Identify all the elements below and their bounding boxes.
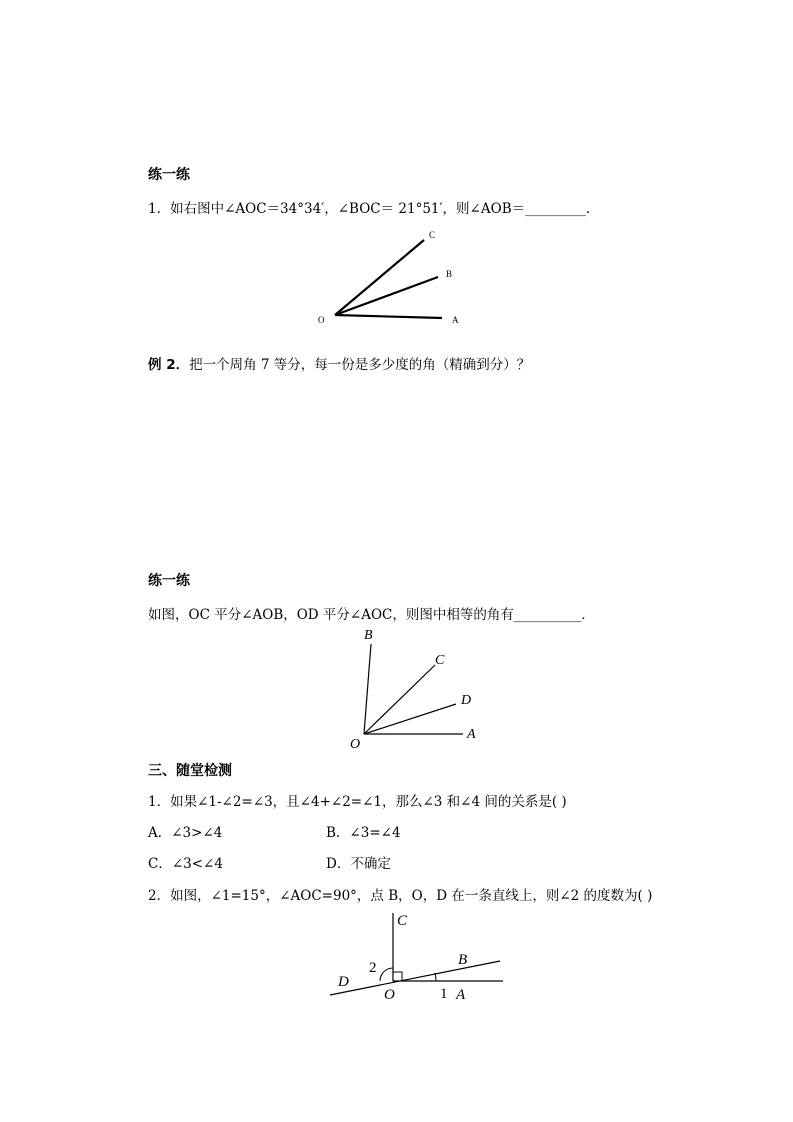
label-b: B <box>446 269 453 279</box>
right-angle-mark <box>393 972 402 981</box>
practice-2-end: ． <box>581 607 595 623</box>
option-c[interactable]: C．∠3<∠4 <box>148 856 223 872</box>
answer-blank[interactable]: __________ <box>513 607 582 623</box>
label-d: D <box>461 693 472 708</box>
label-c: C <box>429 230 436 240</box>
option-d[interactable]: D．不确定 <box>326 856 391 872</box>
quiz-question-2: 2．如图，∠1=15°，∠AOC=90°，点 B，O，D 在一条直线上，则∠2 的度数为( ) <box>148 888 653 904</box>
label-c: C <box>435 653 445 668</box>
question-1-end: ． <box>585 201 600 217</box>
section-heading-quiz: 三、随堂检测 <box>148 763 232 779</box>
label-o: O <box>350 737 361 752</box>
label-o: O <box>384 987 395 1003</box>
label-c: C <box>397 913 408 929</box>
option-b[interactable]: B．∠3=∠4 <box>326 825 401 841</box>
label-angle-1: 1 <box>440 986 448 1002</box>
line-db <box>330 961 500 995</box>
example-2-label: 例 2． <box>148 357 190 373</box>
practice-2-prompt: 如图，OC 平分∠AOB，OD 平分∠AOC，则图中相等的角有 <box>148 607 514 623</box>
option-a[interactable]: A．∠3>∠4 <box>148 825 223 841</box>
section-heading-practice-1: 练一练 <box>148 167 190 183</box>
label-d: D <box>338 974 349 990</box>
label-b: B <box>458 952 468 968</box>
section-heading-practice-2: 练一练 <box>148 573 190 589</box>
label-a: A <box>452 315 459 325</box>
answer-blank[interactable]: _________ <box>525 201 586 217</box>
label-a: A <box>467 727 476 742</box>
question-1-prompt: 1．如右图中∠AOC＝34°34′，∠BOC＝ 21°51′，则∠AOB＝ <box>148 201 526 217</box>
angle-2-arc <box>380 968 393 981</box>
example-2-text: 把一个周角 7 等分，每一份是多少度的角（精确到分）？ <box>189 357 531 373</box>
quiz-question-1: 1．如果∠1-∠2=∠3，且∠4+∠2=∠1，那么∠3 和∠4 间的关系是( ) <box>148 794 567 810</box>
label-o: O <box>318 315 325 325</box>
label-angle-2: 2 <box>369 960 377 976</box>
label-a: A <box>456 987 466 1003</box>
label-b: B <box>364 628 373 643</box>
